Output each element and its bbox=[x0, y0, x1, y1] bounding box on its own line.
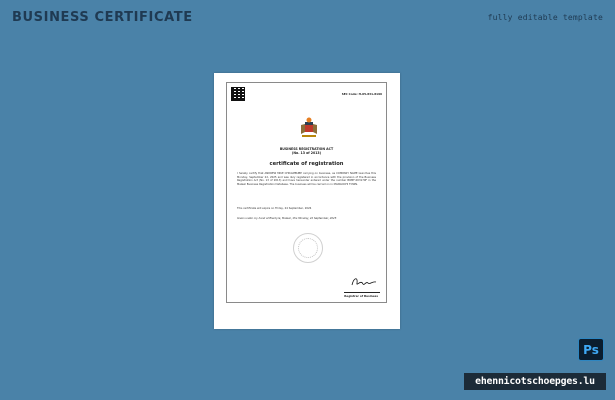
coat-of-arms-icon bbox=[298, 116, 320, 140]
seal-inner-ring bbox=[298, 238, 318, 258]
qr-code-icon bbox=[231, 87, 245, 101]
watermark-badge: ehennicotschoepges.lu bbox=[464, 373, 606, 390]
seal-icon bbox=[293, 233, 323, 263]
certificate-frame bbox=[226, 82, 387, 303]
signature-line bbox=[344, 292, 380, 293]
page-tagline: fully editable template bbox=[487, 13, 603, 22]
sec-code: SEC Code: H-05-831-8199 bbox=[341, 92, 382, 96]
certificate-sheet bbox=[214, 73, 400, 329]
act-title-line1: BUSINESS REGISTRATION ACT bbox=[279, 147, 334, 151]
certificate-heading: certificate of registration bbox=[269, 161, 344, 167]
certificate-expiry: This certificate will expire on Friday, 24 September, 2026 bbox=[237, 207, 312, 210]
certificate-body: I hereby certify that ANDREW MIKE CHIKAMBUBE carrying on business, as COMPANY NAME launches this Monday, September 22, 2025 and was duly registered in accordance with the provision of the Business Registration Act (No. 13 of 2013) and have hereunder entered under the number BRMF-003179F in the Malawi Business Registration Database. The business will be carried on in MANGOCHI TOWN. bbox=[237, 172, 376, 186]
photoshop-icon: Ps bbox=[578, 338, 604, 361]
signature-label: Registrar of Business bbox=[344, 294, 378, 298]
act-title-line2: (No. 13 of 2013) bbox=[291, 151, 322, 155]
act-title bbox=[227, 147, 386, 155]
certificate-given: Given under my hand at Blantyre, Malawi, this Monday, 22 September, 2025 bbox=[237, 217, 337, 220]
page-title: BUSINESS CERTIFICATE bbox=[12, 10, 193, 25]
signature-icon bbox=[350, 275, 378, 289]
